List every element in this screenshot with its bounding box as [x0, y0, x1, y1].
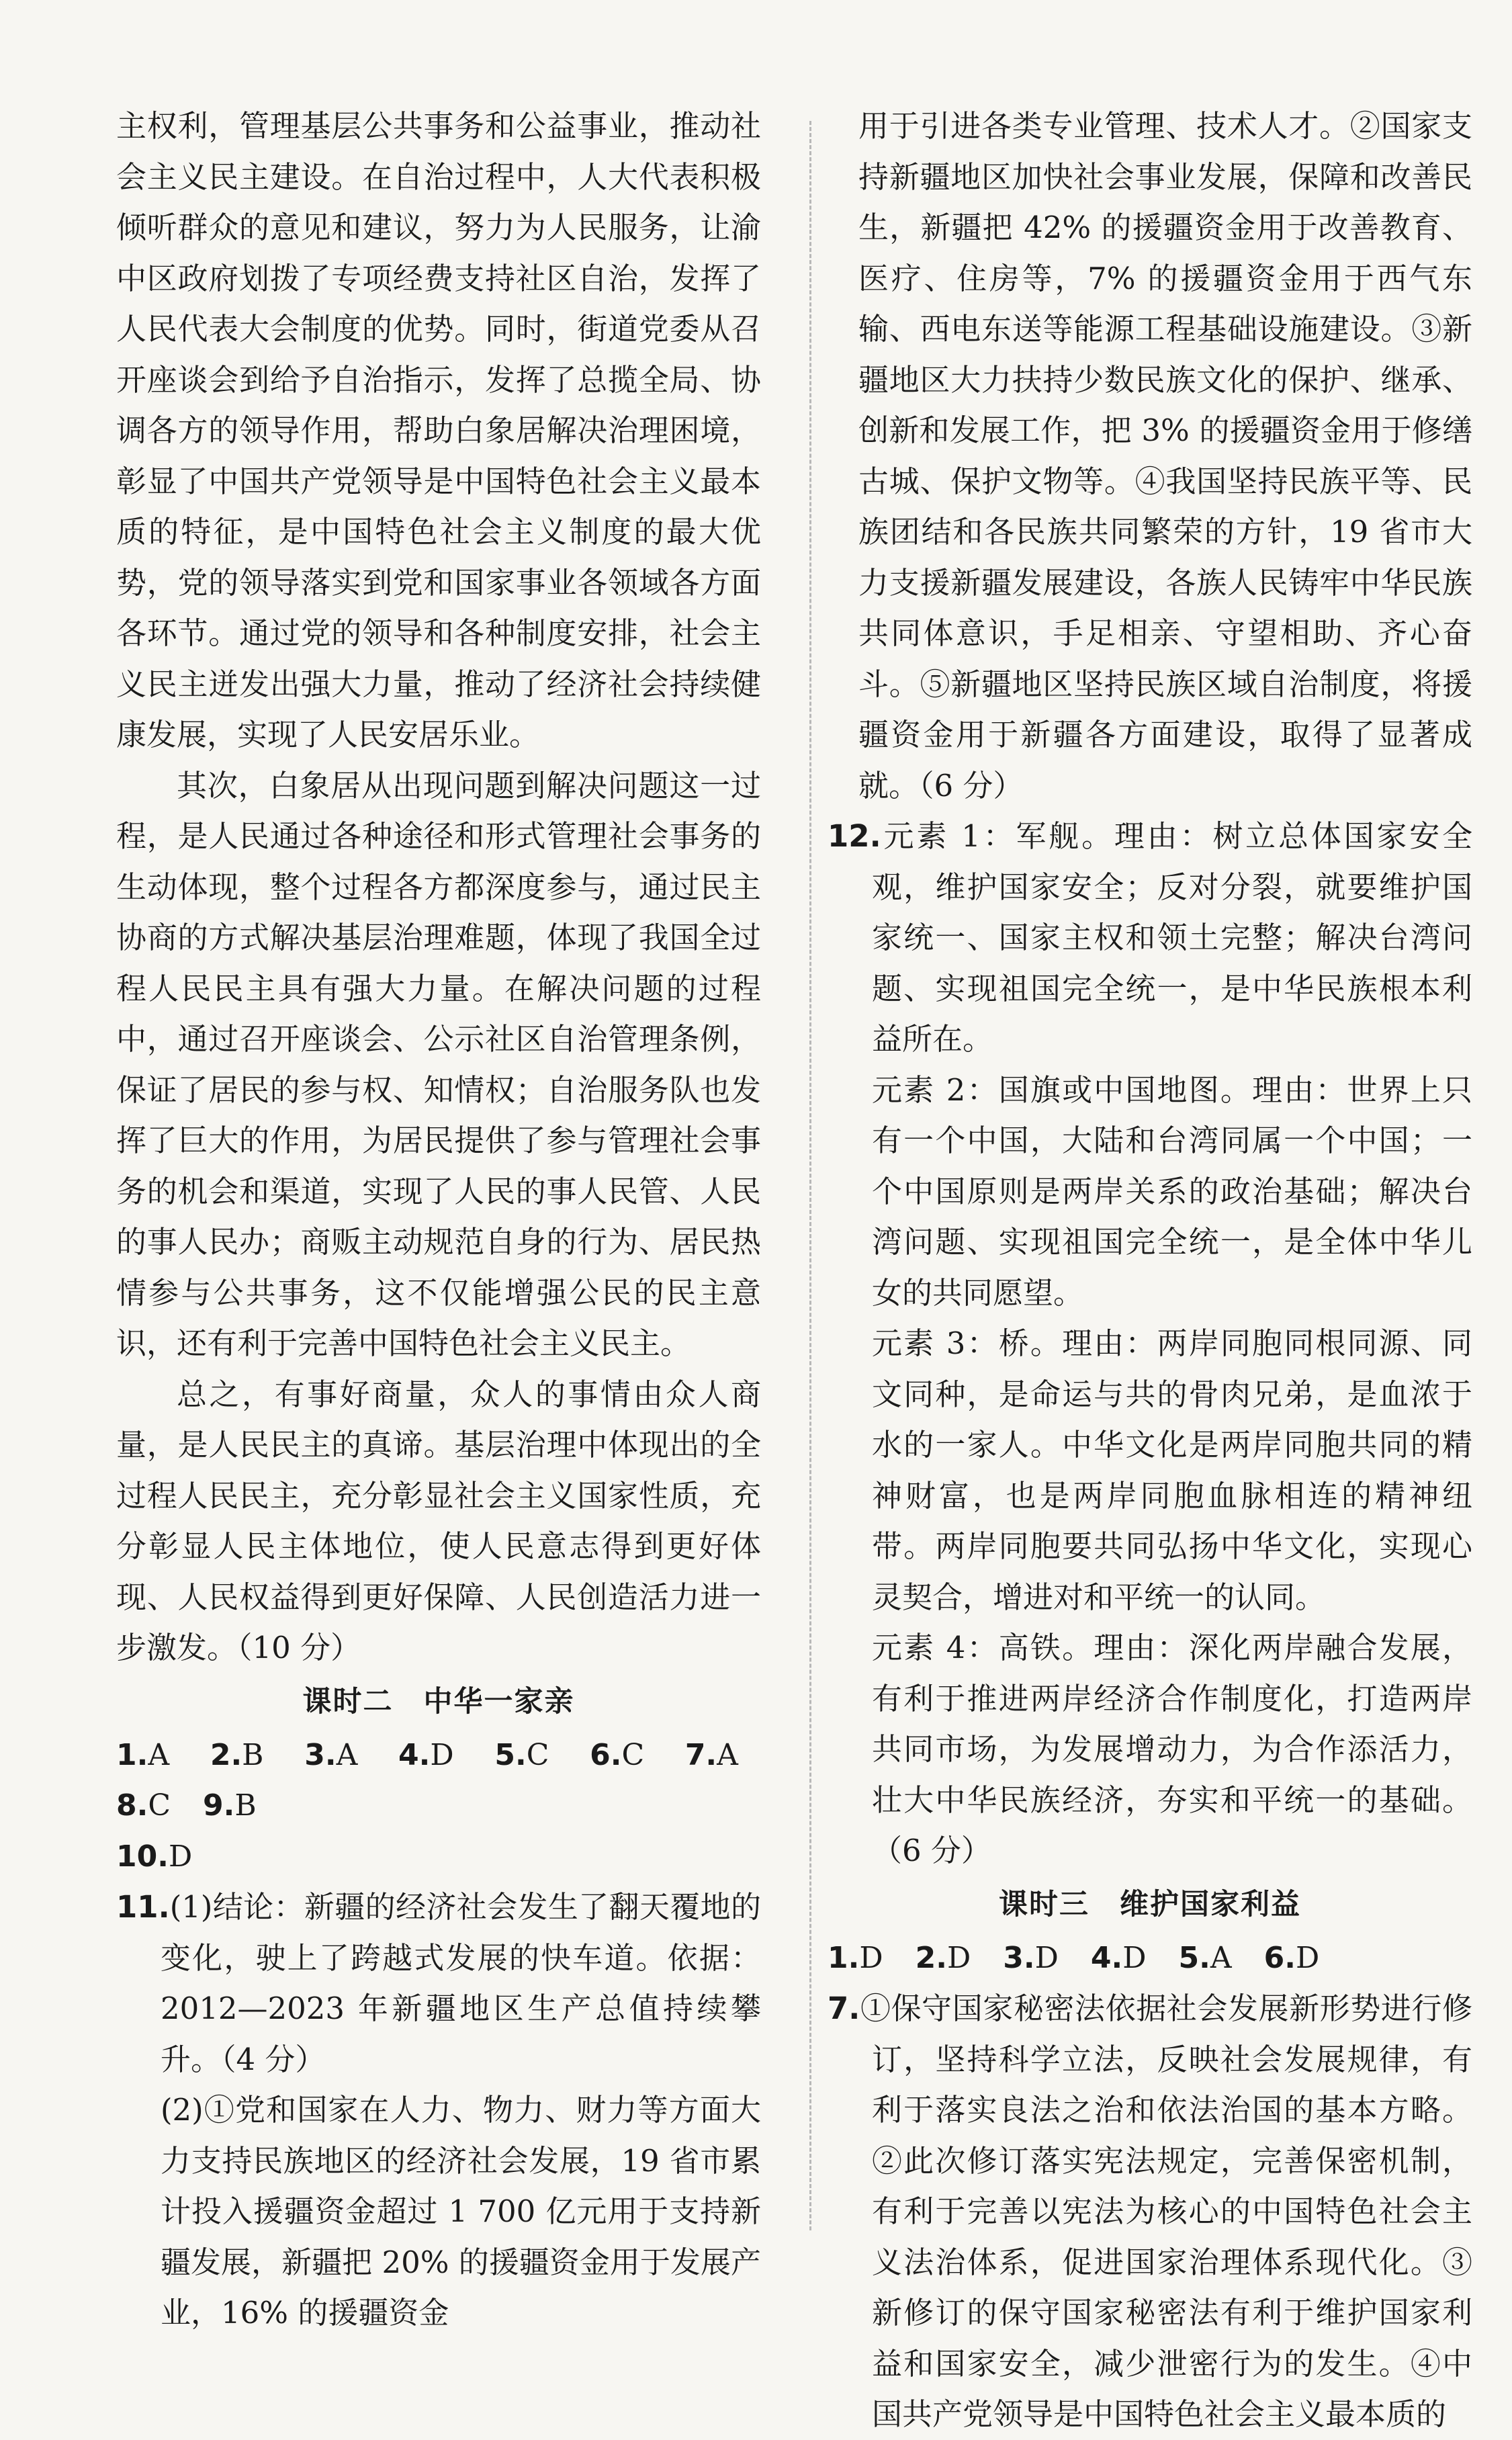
left-paragraph-1: 主权利，管理基层公共事务和公益事业，推动社会主义民主建设。在自治过程中，人大代表积极倾听群众的意见和建议，努力为人民服务，让渝中区政府划拨了专项经费支持社区自治，发挥了人民代表大会制度的优势。同时，街道党委从召开座谈会到给予自治指示，发挥了总揽全局、协调各方的领导作用，帮助白象居解决治理困境，彰显了中国共产党领导是中国特色社会主义最本质的特征，是中国特色社会主义制度的最大优势，党的领导落实到党和国家事业各领域各方面各环节。通过党的领导和各种制度安排，社会主义民主迸发出强大力量，推动了经济社会持续健康发展，实现了人民安居乐业。 — [116, 108, 761, 752]
q7-text: ①保守国家秘密法依据社会发展新形势进行修订，坚持科学立法，反映社会发展规律，有利于落实良法之治和依法治国的基本方略。②此次修订落实宪法规定，完善保密机制，有利于完善以宪法为核心的中国特色社会主义法治体系，促进国家治理体系现代化。③新修订的保守国家秘密法有利于维护国家利益和国家安全，减少泄密行为的发生。④中国共产党领导是中国特色社会主义最本质的 — [860, 1991, 1472, 2432]
left-column — [116, 101, 761, 2339]
mc-answer: 6.D — [1263, 1940, 1320, 1975]
mc-answer: 3.A — [304, 1737, 358, 1772]
mc-answer: 6.C — [590, 1737, 645, 1772]
question-number: 11. — [116, 1889, 170, 1925]
question-7 — [828, 1983, 1472, 2440]
mc-answer: 4.D — [398, 1737, 454, 1772]
section-heading-lesson-3: 课时三 维护国家利益 — [999, 1887, 1301, 1921]
mc-answers-lesson-2 — [116, 1730, 761, 1882]
mc-answer: 4.D — [1090, 1940, 1147, 1975]
section-heading-lesson-2: 课时二 中华一家亲 — [302, 1684, 575, 1718]
q11-part-2: (2)①党和国家在人力、物力、财力等方面大力支持民族地区的经济社会发展，19 省市累计投入援疆资金超过 1 700 亿元用于支持新疆发展，新疆把 20% 的援疆资金用于发展产业，16% 的援疆资金 — [161, 2092, 761, 2330]
question-11 — [116, 1882, 761, 2085]
right-column — [828, 101, 1472, 2440]
question-number: 12. — [828, 818, 881, 854]
q11-continuation: 用于引进各类专业管理、技术人才。②国家支持新疆地区加快社会事业发展，保障和改善民生，新疆把 42% 的援疆资金用于改善教育、医疗、住房等，7% 的援疆资金用于西气东输、西电东送等能源工程基础设施建设。③新疆地区大力扶持少数民族文化的保护、继承、创新和发展工作，把 3% 的援疆资金用于修缮古城、保护文物等。④我国坚持民族平等、民族团结和各民族共同繁荣的方针，19 省市大力支援新疆发展建设，各族人民铸牢中华民族共同体意识，手足相亲、守望相助、齐心奋斗。⑤新疆地区坚持民族区域自治制度，将援疆资金用于新疆各方面建设，取得了显著成就。（6 分） — [858, 108, 1472, 803]
mc-answer: 2.B — [210, 1737, 264, 1772]
question-number: 7. — [828, 1991, 860, 2026]
left-paragraph-2: 其次，白象居从出现问题到解决问题这一过程，是人民通过各种途径和形式管理社会事务的生动体现，整个过程各方都深度参与，通过民主协商的方式解决基层治理难题，体现了我国全过程人民民主具有强大力量。在解决问题的过程中，通过召开座谈会、公示社区自治管理条例，保证了居民的参与权、知情权；自治服务队也发挥了巨大的作用，为居民提供了参与管理社会事务的机会和渠道，实现了人民的事人民管、人民的事人民办；商贩主动规范自身的行为、居民热情参与公共事务，这不仅能增强公民的民主意识，还有利于完善中国特色社会主义民主。 — [116, 767, 761, 1361]
mc-answer: 5.A — [1178, 1940, 1232, 1975]
mc-answer: 1.D — [828, 1940, 883, 1975]
q12-element-4: 元素 4：高铁。理由：深化两岸融合发展，有利于推进两岸经济合作制度化，打造两岸共同市场，为发展增动力，为合作添活力，壮大中华民族经济，夯实和平统一的基础。（6 分） — [872, 1630, 1472, 1868]
mc-answer: 5.C — [494, 1737, 549, 1772]
q12-element-2: 元素 2：国旗或中国地图。理由：世界上只有一个中国，大陆和台湾同属一个中国；一个中国原则是两岸关系的政治基础；解决台湾问题、实现祖国完全统一，是全体中华儿女的共同愿望。 — [872, 1072, 1472, 1311]
mc-answer: 1.A — [116, 1737, 170, 1772]
q12-element-1: 元素 1：军舰。理由：树立总体国家安全观，维护国家安全；反对分裂，就要维护国家统一、国家主权和领土完整；解决台湾问题、实现祖国完全统一，是中华民族根本利益所在。 — [872, 818, 1472, 1057]
mc-answer: 2.D — [915, 1940, 971, 1975]
mc-answer: 10.D — [116, 1839, 193, 1874]
column-divider — [809, 121, 811, 2230]
mc-answer: 3.D — [1003, 1940, 1059, 1975]
left-paragraph-3: 总之，有事好商量，众人的事情由众人商量，是人民民主的真谛。基层治理中体现出的全过程人民民主，充分彰显社会主义国家性质，充分彰显人民主体地位，使人民意志得到更好体现、人民权益得到更好保障、人民创造活力进一步激发。（10 分） — [116, 1376, 761, 1665]
mc-answer: 8.C — [116, 1788, 171, 1823]
q11-part-1: (1)结论：新疆的经济社会发生了翻天覆地的变化，驶上了跨越式发展的快车道。依据：2012—2023 年新疆地区生产总值持续攀升。（4 分） — [161, 1889, 761, 2077]
mc-answer: 9.B — [203, 1788, 257, 1823]
question-12 — [828, 811, 1472, 1065]
mc-answer: 7.A — [684, 1737, 738, 1772]
q12-element-3: 元素 3：桥。理由：两岸同胞同根同源、同文同种，是命运与共的骨肉兄弟，是血浓于水的一家人。中华文化是两岸同胞共同的精神财富，也是两岸同胞血脉相连的精神纽带。两岸同胞要共同弘扬中华文化，实现心灵契合，增进对和平统一的认同。 — [872, 1325, 1472, 1615]
mc-answers-lesson-3 — [828, 1933, 1472, 1984]
